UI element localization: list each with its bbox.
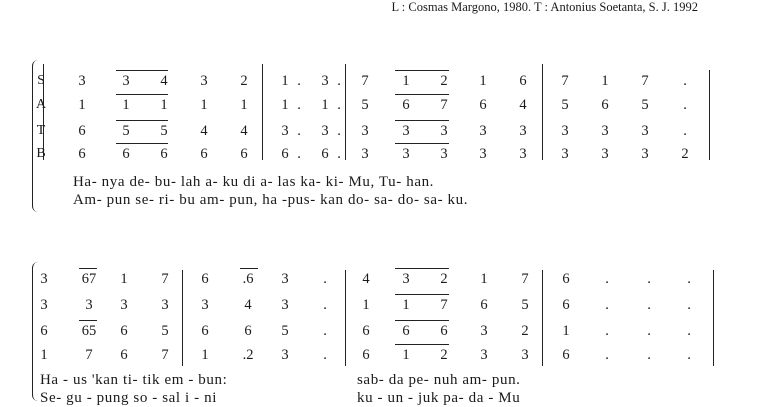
note: 6 xyxy=(362,347,370,363)
voice-label-t: T xyxy=(36,123,46,138)
note: 4 xyxy=(362,271,370,287)
lyric-line-2: Am- pun se- ri- bu am- pun, ha -pus- kan do- sa- do- sa- ku. xyxy=(73,192,469,208)
note: 1 xyxy=(120,271,128,287)
voice-label-a: A xyxy=(35,97,47,112)
beam xyxy=(395,70,449,71)
dot: . xyxy=(297,97,301,113)
note: 6 xyxy=(40,323,48,339)
note: 3 xyxy=(120,297,128,313)
lyric-line-2b: ku - un - juk pa- da - Mu xyxy=(357,390,521,406)
lyric-line-1b: sab- da pe- nuh am- pun. xyxy=(357,372,521,388)
note: 1 xyxy=(601,73,609,89)
score-system-2 xyxy=(0,262,764,406)
beam xyxy=(395,143,449,144)
note: 2 xyxy=(440,73,448,89)
note: 6 xyxy=(479,97,487,113)
note: 3 xyxy=(281,123,289,139)
alto-row xyxy=(0,296,764,314)
note: 6 xyxy=(200,146,208,162)
dot: . xyxy=(297,73,301,89)
note: 3 xyxy=(321,73,329,89)
note: 3 xyxy=(40,271,48,287)
note: 1 xyxy=(200,97,208,113)
beam xyxy=(79,320,97,321)
note: 7 xyxy=(440,97,448,113)
note: 1 xyxy=(321,97,329,113)
note: 2 xyxy=(240,73,248,89)
note: 3 xyxy=(479,146,487,162)
note: 6 xyxy=(281,146,289,162)
dot: . xyxy=(605,347,609,363)
note: 6 xyxy=(120,347,128,363)
note: 1 xyxy=(362,297,370,313)
beam xyxy=(395,320,449,321)
note: 3 xyxy=(281,271,289,287)
note: 3 xyxy=(521,347,529,363)
note: 1 xyxy=(122,97,130,113)
note: 7 xyxy=(361,73,369,89)
note: 3 xyxy=(361,146,369,162)
bass-row xyxy=(0,145,764,163)
lyric-line-1a: Ha - us 'kan ti- tik em - bun: xyxy=(40,372,228,388)
note: 3 xyxy=(321,123,329,139)
note: 5 xyxy=(361,97,369,113)
note: 4 xyxy=(200,123,208,139)
lyric-line-2a: Se- gu - pung so - sal i - ni xyxy=(40,390,217,406)
note: 3 xyxy=(440,123,448,139)
note: 7 xyxy=(440,297,448,313)
note: 3 xyxy=(641,123,649,139)
dot: . xyxy=(337,146,341,162)
note: 6 xyxy=(240,146,248,162)
note: 3 xyxy=(281,297,289,313)
beam xyxy=(395,294,449,295)
note: 6 xyxy=(201,271,209,287)
tenor-row xyxy=(0,122,764,140)
voice-label-s: S xyxy=(37,73,45,88)
note: 4 xyxy=(160,73,168,89)
note: 6 xyxy=(562,271,570,287)
beam xyxy=(79,268,97,269)
note: 1 xyxy=(281,73,289,89)
dot: . xyxy=(297,146,301,162)
score-system-1 xyxy=(0,60,764,220)
note: 5 xyxy=(521,297,529,313)
note: 3 xyxy=(281,347,289,363)
dot: . xyxy=(323,271,327,287)
note: 6 xyxy=(562,297,570,313)
note: 7 xyxy=(161,347,169,363)
note: 6 xyxy=(362,323,370,339)
note: 6 xyxy=(78,146,86,162)
note: 3 xyxy=(479,123,487,139)
note: 4 xyxy=(240,123,248,139)
note: 1 xyxy=(402,297,410,313)
tenor-row xyxy=(0,322,764,340)
beam xyxy=(240,268,258,269)
dot: . xyxy=(647,271,651,287)
note: 1 xyxy=(479,73,487,89)
note: 3 xyxy=(361,123,369,139)
note: 3 xyxy=(85,297,93,313)
note: 7 xyxy=(561,73,569,89)
note: 7 xyxy=(521,271,529,287)
note: 7 xyxy=(641,73,649,89)
note: 65 xyxy=(81,323,97,339)
note: 5 xyxy=(641,97,649,113)
note: 6 xyxy=(519,73,527,89)
note: 1 xyxy=(240,97,248,113)
note: 1 xyxy=(562,323,570,339)
voice-label-b: B xyxy=(36,146,46,161)
dot: . xyxy=(605,323,609,339)
dot: . xyxy=(687,323,691,339)
note: 6 xyxy=(440,323,448,339)
dot: . xyxy=(647,347,651,363)
beam xyxy=(116,94,168,95)
note: 3 xyxy=(402,146,410,162)
note: 6 xyxy=(321,146,329,162)
note: 3 xyxy=(402,123,410,139)
note: 3 xyxy=(519,123,527,139)
beam xyxy=(395,268,449,269)
dot: . xyxy=(605,271,609,287)
note: 3 xyxy=(161,297,169,313)
note: 7 xyxy=(85,347,93,363)
note: 3 xyxy=(641,146,649,162)
note: 5 xyxy=(281,323,289,339)
note: 3 xyxy=(78,73,86,89)
note: 6 xyxy=(402,323,410,339)
soprano-row xyxy=(0,72,764,90)
note: 1 xyxy=(281,97,289,113)
note: .6 xyxy=(242,271,254,287)
note: 5 xyxy=(122,123,130,139)
note: 4 xyxy=(519,97,527,113)
dot: . xyxy=(323,297,327,313)
note: 6 xyxy=(201,323,209,339)
note: 5 xyxy=(161,323,169,339)
note: 3 xyxy=(480,347,488,363)
dot: . xyxy=(323,347,327,363)
note: 6 xyxy=(402,97,410,113)
note: 1 xyxy=(402,73,410,89)
note: 6 xyxy=(601,97,609,113)
beam xyxy=(116,143,168,144)
dot: . xyxy=(687,297,691,313)
credit-line: L : Cosmas Margono, 1980. T : Antonius Soetanta, S. J. 1992 xyxy=(391,0,698,14)
note: 1 xyxy=(480,271,488,287)
note: 2 xyxy=(521,323,529,339)
lyric-line-1: Ha- nya de- bu- lah a- ku di a- las ka- ki- Mu, Tu- han. xyxy=(73,174,435,190)
note: 1 xyxy=(78,97,86,113)
note: 4 xyxy=(244,297,252,313)
note: 6 xyxy=(122,146,130,162)
note: 6 xyxy=(78,123,86,139)
note: 6 xyxy=(160,146,168,162)
note: 3 xyxy=(601,146,609,162)
soprano-row xyxy=(0,270,764,288)
dot: . xyxy=(605,297,609,313)
note: 3 xyxy=(561,146,569,162)
dot: . xyxy=(337,73,341,89)
dot: . xyxy=(337,97,341,113)
note: 2 xyxy=(440,347,448,363)
note: .2 xyxy=(242,347,254,363)
note: 6 xyxy=(480,297,488,313)
beam xyxy=(116,70,168,71)
dot: . xyxy=(297,123,301,139)
note: 6 xyxy=(562,347,570,363)
dot: . xyxy=(323,323,327,339)
note: 7 xyxy=(161,271,169,287)
note: 1 xyxy=(402,347,410,363)
note: 3 xyxy=(402,271,410,287)
beam xyxy=(395,94,449,95)
dot: . xyxy=(683,97,687,113)
note: 3 xyxy=(519,146,527,162)
dot: . xyxy=(683,123,687,139)
note: 3 xyxy=(440,146,448,162)
note: 3 xyxy=(201,297,209,313)
beam xyxy=(116,120,168,121)
note: 3 xyxy=(122,73,130,89)
dot: . xyxy=(337,123,341,139)
note: 67 xyxy=(81,271,97,287)
bass-row xyxy=(0,346,764,364)
note: 2 xyxy=(681,146,689,162)
note: 5 xyxy=(561,97,569,113)
note: 1 xyxy=(40,347,48,363)
note: 1 xyxy=(160,97,168,113)
beam xyxy=(395,120,449,121)
note: 3 xyxy=(200,73,208,89)
note: 3 xyxy=(601,123,609,139)
dot: . xyxy=(687,271,691,287)
dot: . xyxy=(687,347,691,363)
dot: . xyxy=(647,297,651,313)
note: 6 xyxy=(244,323,252,339)
note: 1 xyxy=(201,347,209,363)
note: 2 xyxy=(440,271,448,287)
note: 3 xyxy=(561,123,569,139)
beam xyxy=(395,344,449,345)
note: 5 xyxy=(160,123,168,139)
dot: . xyxy=(683,73,687,89)
note: 6 xyxy=(120,323,128,339)
note: 3 xyxy=(480,323,488,339)
alto-row xyxy=(0,96,764,114)
note: 3 xyxy=(40,297,48,313)
dot: . xyxy=(647,323,651,339)
